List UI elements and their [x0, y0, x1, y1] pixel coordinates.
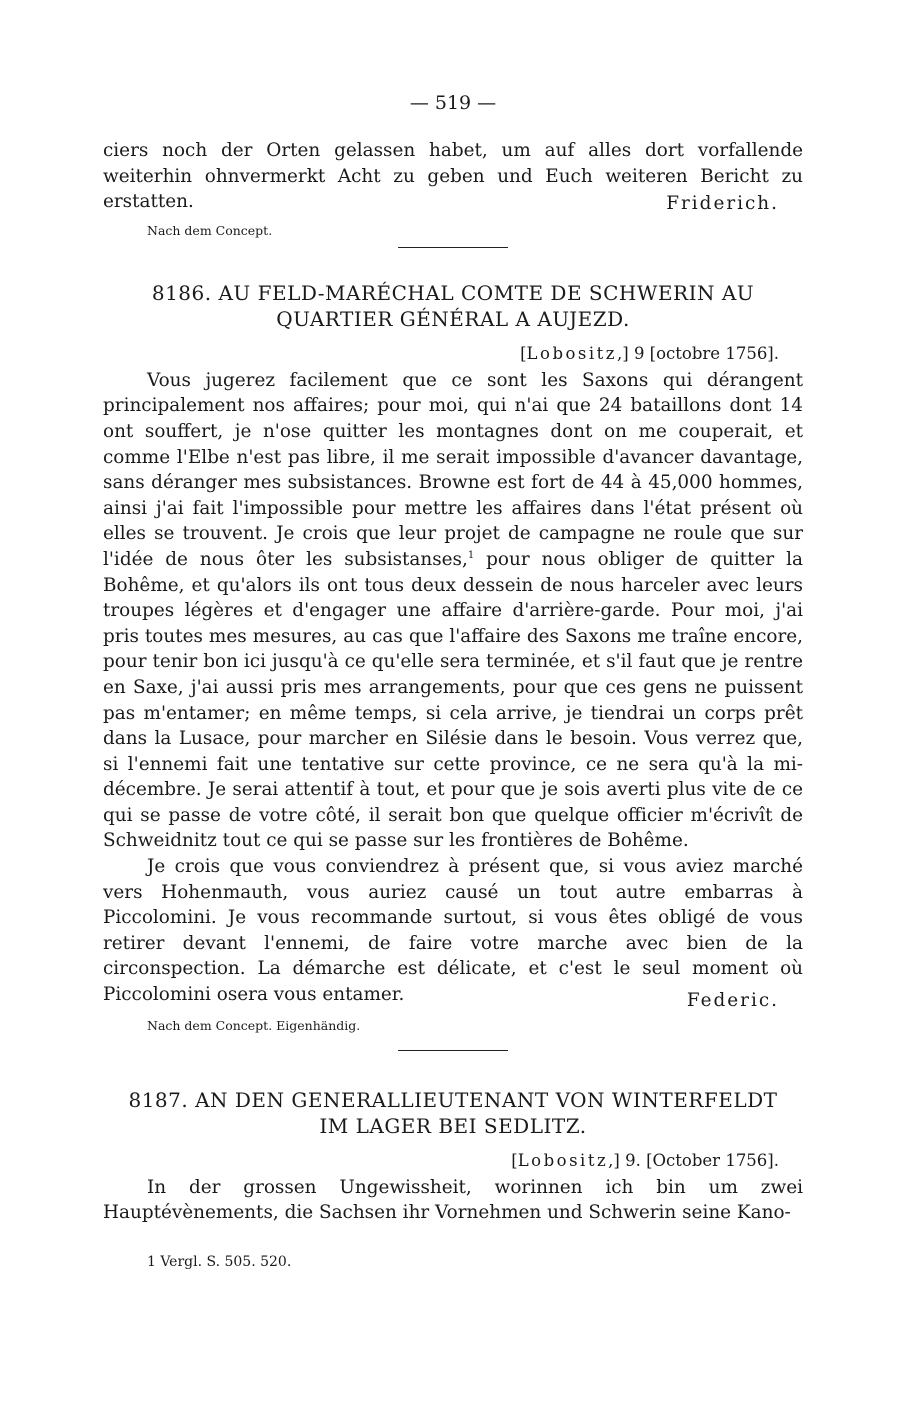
letter-8187-heading-line2: IM LAGER BEI SEDLITZ.: [319, 1113, 587, 1138]
letter-8186-heading-line2: QUARTIER GÉNÉRAL A AUJEZD.: [276, 306, 630, 331]
date-place: Lobositz: [517, 1150, 609, 1170]
letter-8187-heading: [103, 1087, 803, 1139]
letter-8186-heading: [103, 280, 803, 332]
paragraph-text: Vous jugerez facilement que ce sont les Saxons qui dérangent principalement nos affaires; pour moi, qui n'ai que 24 bataillons dont 14 ont souffert, je n'ose quitter les montagnes dont on me couperait, et comme l'Elbe n'est pas libre, il me serait impossible d'avancer davantage, sans déranger mes subsistances. Browne est fort de 44 à 45,000 hommes, ainsi j'ai fait l'impossible pour mettre les affaires dans l'état présent où elles se trouvent. Je crois que leur projet de campagne ne roule que sur l'idée de nous ôter les subsistanses,: [103, 369, 803, 570]
letter-8187-date: [103, 1149, 779, 1173]
section-divider: [398, 247, 508, 248]
paragraph-text: pour nous obliger de quitter la Bohême, et qu'alors ils ont tous deux dessein de nous harceler avec leurs troupes légères et d'engager une affaire d'arrière-garde. Pour moi, j'ai pris toutes mes mesures, au cas que l'affaire des Saxons me traîne encore, pour tenir bon ici jusqu'à ce qu'elle sera terminée, et s'il faut que je rentre en Saxe, j'ai aussi pris mes arrangements, pour que ces gens ne puissent pas m'entamer; en même temps, si cela arrive, je tiendrai un corps prêt dans la Lusace, pour marcher en Silésie dans le besoin. Vous verrez que, si l'ennemi fait une tentative sur cette province, ce ne sera qu'à la mi-décembre. Je serai attentif à tout, et pour que je sois averti plus vite de ce qui se passe de votre côté, il serait bon que quelque officier m'écrivît de Schweidnitz tout ce qui se passe sur les frontières de Bohême.: [103, 548, 803, 852]
intro-signature: Friderich.: [666, 192, 779, 214]
date-rest: ,] 9. [October 1756].: [608, 1150, 779, 1170]
date-bracket: [: [520, 343, 527, 363]
letter-8186-heading-line1: 8186. AU FELD-MARÉCHAL COMTE DE SCHWERIN AU: [151, 280, 755, 305]
document-page: [103, 90, 803, 1272]
intro-paragraph: ciers noch der Orten gelassen habet, um auf alles dort vorfallende weiterhin ohnvermerkt Acht zu geben und Euch weiteren Bericht zu erstatten.: [103, 140, 803, 213]
date-place: Lobositz: [526, 343, 618, 363]
letter-8186-source-note: Nach dem Concept. Eigenhändig.: [147, 1017, 361, 1033]
letter-8187-heading-line1: 8187. AN DEN GENERALLIEUTENANT VON WINTERFELDT: [128, 1087, 778, 1112]
page-number: — 519 —: [409, 92, 497, 114]
footnote: 1 Vergl. S. 505. 520.: [147, 1253, 292, 1270]
letter-8186-paragraph-2: Je crois que vous conviendrez à présent que, si vous aviez marché vers Hohenmauth, vous auriez causé un tout autre embarras à Piccolomini. Je vous recommande surtout, si vous êtes obligé de vous retirer devant l'ennemi, de faire votre marche avec bien de la circonspection. La démarche est délicate, et c'est le seul moment où Piccolomini osera vous entamer.: [103, 856, 803, 1006]
date-rest: ,] 9 [octobre 1756].: [617, 343, 779, 363]
section-divider: [398, 1050, 508, 1051]
intro-source-note: Nach dem Concept.: [147, 222, 273, 238]
letter-8186-paragraph-1: [103, 368, 803, 854]
footnote-reference: 1: [467, 549, 475, 561]
letter-8186-date: [103, 342, 779, 366]
letter-8186-signature: Federic.: [686, 989, 779, 1011]
date-bracket: [: [511, 1150, 518, 1170]
letter-8187-paragraph-1: In der grossen Ungewissheit, worinnen ich bin um zwei Hauptévènements, die Sachsen ihr Vornehmen und Schwerin seine Kano-: [103, 1176, 803, 1224]
